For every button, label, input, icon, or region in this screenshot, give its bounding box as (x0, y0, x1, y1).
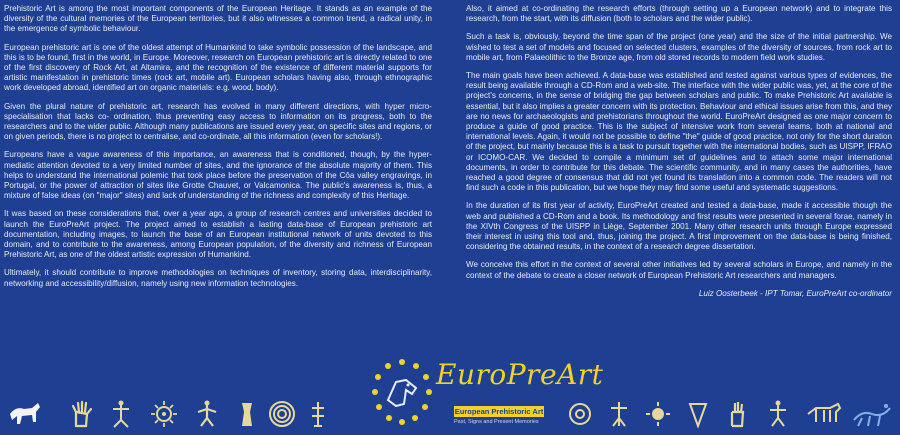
paragraph: Such a task is, obviously, beyond the time span of the project (one year) and the size of the initial partnership. We wished to test a set of models and focused on selected clusters, examples of the diversity of sources, from rock art to mobile art, from Palaeolithic to the Bronze age, from old stored records to modern field work studies. (466, 32, 892, 62)
left-glyph-row (8, 400, 358, 430)
paragraph: The main goals have been achieved. A data-base was established and tested against various types of evidences, the result being available through a CD-Rom and a web-site. The interface with the wider public was, yet, at the core of the project's concerns, in the sense of bridging the gap between scholars and public. To make Prehistoric Art available is essential, but it also implies a greater concern with its protection. Behaviour and ethical issues arise from this, and they are no news for archaeologists and prehistorians throughout the world. EuroPreArt designed as one major concern to produce a guide of good practice. This is the subject of intensive work from several teams, both at national and international levels. Again, it would not be possible to define "the" guide of good practice, not only for the short duration of the project, but mainly because this is a task to pursuit together with the international bodies, such as UISPP, IFRAO or ICOMO-CAR. We decided to compile a minimum set of guidelines and to attach some major international documents, in order to contribute for this debate. The scientific community, and in many cases the authorities, have reached a good degree of consensus that did not yet found its translation into a common code. The readers will not find such a code in this publication, but we hope they may find some useful and systematic suggestions. (466, 71, 892, 193)
figure-glyph-icon (764, 400, 792, 428)
animal-glyph-icon (852, 400, 892, 428)
sun-glyph-icon (644, 400, 672, 428)
paragraph: Also, it aimed at co-ordinating the research efforts (through setting up a European network) and to integrate this research, from the start, with its diffusion (both to scholars and the wider public). (466, 4, 892, 24)
hand-glyph-icon (724, 400, 750, 428)
europreart-logo (366, 354, 604, 434)
figure-glyph-icon (308, 400, 328, 428)
paragraph: Ultimately, it should contribute to improve methodologies on techniques of inventory, storing data, interdisciplinarity, networking and accessibility/diffusion, namely using new information technologies. (4, 268, 432, 288)
logo-tagline: Past, Signs and Present Memories (454, 419, 539, 425)
paragraph: European prehistoric art is one of the oldest attempt of Humankind to take symbolic possession of the landscape, and this is to be found, first in the world, in Europe. Moreover, research on European prehistoric art is directly related to one of the first discovery of Rock Art, at Altamira, and the recognition of the existence of different material supports for artistic manifestation in prehistoric times (rock art, mobile art). European scholars having also, through ethnographic work developed abroad, identified art on organic materials: e.g. wood, body). (4, 42, 432, 93)
paragraph: Europeans have a vague awareness of this importance, an awareness that is conditioned, though, by the hyper-mediatic attention devoted to a very limited number of sites, and the ignorance of the absolute majority of them. This helps to understand the international polemic that took place before the preservation of the Côa valley engravings, in Portugal, or the power of attraction of sites like Grotte Chauvet, or Valcamonica. The public's awareness is, thus, a mixture of false ideas (on "major" sites) and lack of understanding of the richness and complexity of this Heritage. (4, 150, 432, 201)
right-glyph-row (566, 400, 896, 430)
left-column (4, 4, 432, 297)
figure-glyph-icon (236, 400, 258, 428)
horse-glyph-icon (8, 400, 42, 428)
figure-glyph-icon (108, 400, 134, 428)
animal-glyph-icon (806, 400, 842, 428)
figure-glyph-icon (194, 400, 220, 428)
paragraph: In the duration of its first year of activity, EuroPreArt created and tested a data-base, made it accessible though the web and published a CD-Rom and a book. Its methodology and first results were presented in several forae, namely in the XIVth Congress of the UISPP in Liège, September 2001. Many other research units through Europe expressed their interest in using this tool and, thus, joining the project. A first improvement on the data-base is being finished, considering the obtained results, in the context of a research degree dissertation. (466, 201, 892, 252)
logo-wordmark: EuroPreArt (436, 358, 604, 391)
hand-glyph-icon (70, 400, 94, 428)
figure-glyph-icon (686, 400, 710, 428)
signature: Luiz Oosterbeek - IPT Tomar, EuroPreArt co-ordinator (698, 288, 892, 298)
paragraph: It was based on these considerations that, over a year ago, a group of research centres and universities decided to launch the EuroPreArt project. The project aimed to establish a lasting data-base of European prehistoric art documentation, including images, to launch the base of an European institutional network of units devoted to this domain, and to contribute to the awareness, among European population, of the diversity and richness of European Prehistoric Art, as one of the oldest artistic expression of Humankind. (4, 209, 432, 260)
right-column (466, 4, 892, 307)
figure-glyph-icon (608, 400, 630, 428)
paragraph: Given the plural nature of prehistoric art, research has evolved in many different directions, with hyper micro-specialisation that lacks co- ordination, thus preventing easy access to information on its progress, both to the researchers and to the wider public. Although many publications are issued every year, on specific sites and regions, or on given periods, there is no project to centralise, and co-ordinate, all this information (even for scholars!). (4, 101, 432, 142)
sun-glyph-icon (150, 400, 178, 428)
spiral-glyph-icon (566, 400, 594, 428)
paragraph: Prehistoric Art is among the most important components of the European Heritage. It stands as an example of the diversity of the cultural memories of the European territories, but it also witnesses a common trend, a radical unity, in the emergence of symbolic behaviour. (4, 4, 432, 34)
logo-subtitle: European Prehistoric Art (454, 407, 544, 416)
star-circle-logo-icon (366, 354, 438, 434)
paragraph: We conceive this effort in the context of several other initiatives led by several scholars in Europe, and namely in the context of the debate to create a closer network of European Prehistoric Art researchers and managers. (466, 260, 892, 280)
spiral-glyph-icon (268, 400, 296, 428)
